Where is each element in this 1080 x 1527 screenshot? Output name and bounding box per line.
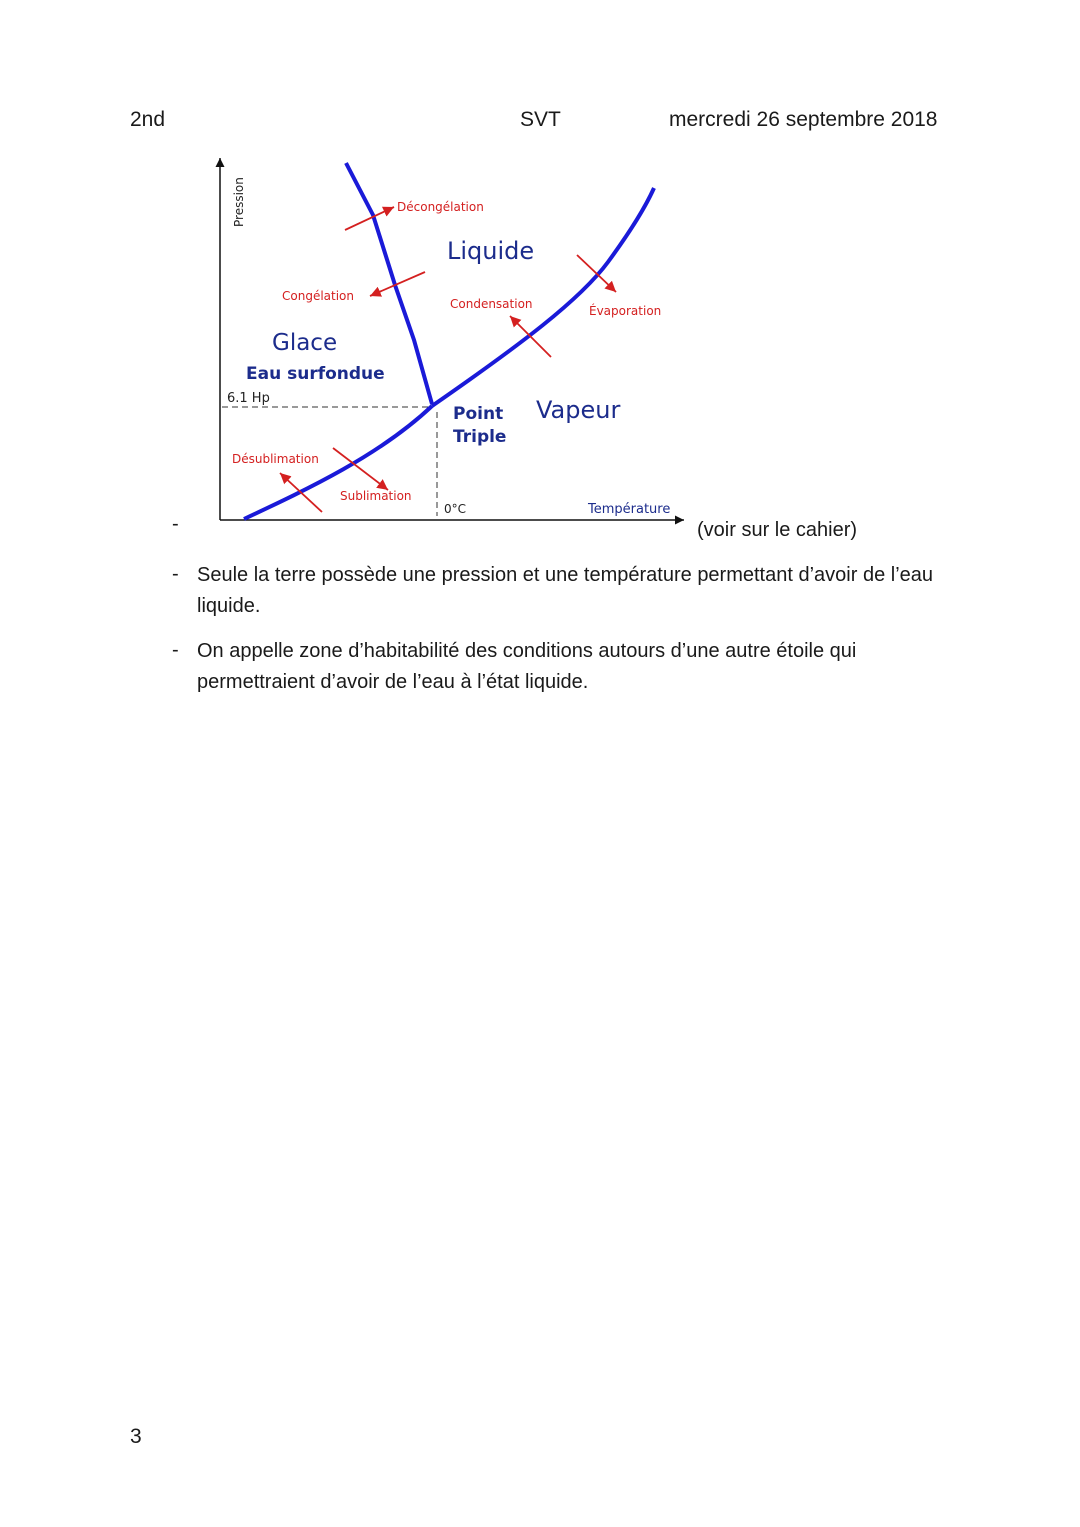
region-liquid-label: Liquide bbox=[447, 237, 535, 265]
bullet-text-habitability: On appelle zone d’habitabilité des conditions autours d’une autre étoile qui permettraient d’avoir de l’eau à l’état liquide. bbox=[197, 640, 857, 693]
x-axis-label: Température bbox=[588, 502, 671, 517]
sublimation-label: Sublimation bbox=[340, 489, 412, 503]
region-supercooled-label: Eau surfondue bbox=[246, 364, 385, 384]
triple-point-label-line1: Point bbox=[453, 404, 504, 424]
condensation-label: Condensation bbox=[450, 297, 533, 311]
region-ice-label: Glace bbox=[272, 330, 338, 356]
header-subject: SVT bbox=[520, 108, 561, 131]
bullet-marker: - bbox=[172, 563, 179, 585]
bullet-marker: - bbox=[172, 639, 179, 661]
header-date: mercredi 26 septembre 2018 bbox=[669, 108, 938, 131]
bullet-text-earth: Seule la terre possède une pression et une température permettant d’avoir de l’eau liquide. bbox=[197, 564, 934, 617]
congelation-label: Congélation bbox=[282, 289, 354, 303]
evaporation-label: Évaporation bbox=[589, 304, 662, 318]
temperature-tick-label: 0°C bbox=[444, 502, 467, 516]
page-number: 3 bbox=[130, 1425, 142, 1448]
pressure-tick-label: 6.1 Hp bbox=[227, 391, 270, 406]
phase-diagram bbox=[200, 150, 700, 530]
y-axis-label: Pression bbox=[232, 177, 246, 227]
triple-point-label-line2: Triple bbox=[453, 427, 507, 447]
desublimation-arrow bbox=[280, 473, 322, 512]
desublimation-label: Désublimation bbox=[232, 452, 319, 466]
header-class-label: 2nd bbox=[130, 108, 166, 131]
dash-marker: - bbox=[172, 513, 179, 535]
decongelation-label: Décongélation bbox=[397, 200, 484, 214]
cahier-note: (voir sur le cahier) bbox=[697, 519, 858, 541]
region-vapor-label: Vapeur bbox=[536, 396, 621, 424]
